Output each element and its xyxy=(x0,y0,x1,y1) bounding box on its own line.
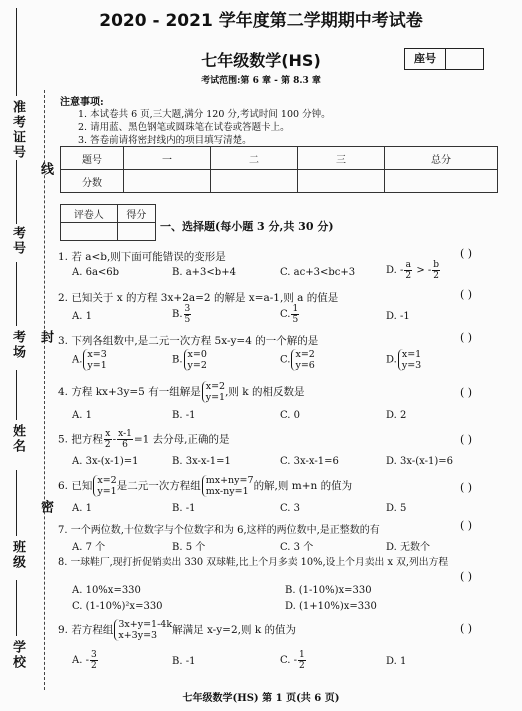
fraction xyxy=(291,304,299,325)
stem-text: 4. 方程 kx+3y=5 有一组解是 xyxy=(58,386,201,398)
equation-system xyxy=(83,349,106,371)
score-header-cell: 总分 xyxy=(385,147,498,170)
equation-line: y=6 xyxy=(295,360,315,371)
option-c xyxy=(280,304,300,325)
option-c: C. (1-10%)²x=330 xyxy=(72,601,163,612)
option-b: B. -1 xyxy=(172,410,196,421)
answer-paren[interactable]: ( ) xyxy=(460,386,473,399)
equation-line: x=2 xyxy=(295,349,315,360)
score-header-cell: 三 xyxy=(298,147,385,170)
seat-label: 座号 xyxy=(405,49,446,69)
grader-cell[interactable] xyxy=(61,223,118,241)
answer-paren[interactable]: ( ) xyxy=(460,288,473,301)
option-c: C. ac+3<bc+3 xyxy=(280,267,356,278)
fraction-numerator: x xyxy=(105,429,111,439)
fraction-denominator: 2 xyxy=(299,661,305,671)
school-label: 学校 xyxy=(10,640,25,670)
score-cell[interactable] xyxy=(298,170,385,193)
option-a: A. 3x-(x-1)=1 xyxy=(72,456,139,467)
score-header-cell: 题号 xyxy=(61,147,124,170)
fraction-denominator: 2 xyxy=(433,271,440,281)
room-line xyxy=(16,160,17,224)
fraction-denominator: 5 xyxy=(184,315,191,325)
option-a xyxy=(72,650,99,671)
option-b: B. 5 个 xyxy=(172,542,206,553)
option-a-prefix: A. xyxy=(72,354,83,366)
class-line xyxy=(16,470,17,536)
option-d-middle: > - xyxy=(413,265,432,276)
option-d-prefix: D. xyxy=(386,354,397,366)
fraction xyxy=(432,260,440,281)
notice-item: 1. 本试卷共 6 页,三大题,满分 120 分,考试时间 100 分钟。 xyxy=(78,109,331,120)
answer-paren[interactable]: ( ) xyxy=(460,570,473,583)
option-b-prefix: B. xyxy=(172,309,183,320)
option-b: B. a+3<b+4 xyxy=(172,267,236,278)
answer-paren[interactable]: ( ) xyxy=(460,433,473,446)
option-d: D. 无数个 xyxy=(386,542,431,553)
option-d xyxy=(386,349,421,371)
question-3-stem: 3. 下列各组数中,是二元一次方程 5x-y=4 的一个解的是 xyxy=(58,335,319,347)
equation-system xyxy=(184,349,207,371)
option-c-prefix: C. xyxy=(280,309,291,320)
seal-mark: 封 xyxy=(38,330,53,345)
equation-line: mx-ny=1 xyxy=(205,486,249,497)
room-label: 考号 xyxy=(10,226,25,256)
fraction xyxy=(104,429,112,450)
option-c-prefix: C. - xyxy=(280,655,298,666)
option-b: B. (1-10%)x=330 xyxy=(285,585,372,596)
option-a: A. 7 个 xyxy=(72,542,106,553)
fraction-numerator: b xyxy=(433,260,440,270)
option-c: C. 3 个 xyxy=(280,542,314,553)
option-d: D. 5 xyxy=(386,503,407,514)
option-b: B. -1 xyxy=(172,656,196,667)
option-d xyxy=(386,260,441,281)
option-a: A. 6a<6b xyxy=(72,267,120,278)
exam-subtitle: 七年级数学(HS) xyxy=(201,51,321,70)
equation-line: y=1 xyxy=(87,360,107,371)
fraction-numerator: 3 xyxy=(184,304,191,314)
option-a: A. 1 xyxy=(72,410,92,421)
fraction-denominator: 2 xyxy=(104,440,111,450)
option-b: B. 3x-x-1=1 xyxy=(172,456,231,467)
option-a xyxy=(72,349,107,371)
exam-title: 2020 - 2021 学年度第二学期期中考试卷 xyxy=(99,11,423,31)
option-b xyxy=(172,304,192,325)
equation-line: y=3 xyxy=(401,360,422,371)
fraction-numerator: 3 xyxy=(90,650,97,660)
fraction xyxy=(117,429,133,450)
equation-line: x+3y=3 xyxy=(118,630,158,641)
stem-text: 解满足 x-y=2,则 k 的值为 xyxy=(172,624,297,636)
fraction-denominator: 2 xyxy=(405,271,412,281)
equation-line: y=2 xyxy=(187,360,207,371)
option-c: C. 0 xyxy=(280,410,301,421)
score-header-cell: 二 xyxy=(211,147,298,170)
stem-text: - xyxy=(112,433,117,446)
stem-text: 的解,则 m+n 的值为 xyxy=(253,480,353,492)
equation-system xyxy=(202,475,254,497)
score-table xyxy=(60,146,498,193)
option-a: A. 1 xyxy=(72,311,92,322)
fraction xyxy=(298,650,306,671)
question-2-stem: 2. 已知关于 x 的方程 3x+2a=2 的解是 x=a-1,则 a 的值是 xyxy=(58,292,339,304)
fraction-denominator: 6 xyxy=(122,440,128,450)
answer-paren[interactable]: ( ) xyxy=(460,481,473,494)
fraction xyxy=(184,304,192,325)
fraction-numerator: a xyxy=(405,260,411,270)
option-a-prefix: A. - xyxy=(72,655,89,666)
option-d: D. 1 xyxy=(386,656,407,667)
name-line xyxy=(16,370,17,420)
notice-item: 2. 请用蓝、黑色钢笔或圆珠笔在试卷或答题卡上。 xyxy=(78,122,290,133)
line-mark: 线 xyxy=(38,162,53,177)
option-a: A. 10%x=330 xyxy=(72,585,141,596)
option-d: D. -1 xyxy=(386,311,410,322)
option-d: D. 2 xyxy=(386,410,407,421)
equation-line: 3x+y=1-4k xyxy=(118,619,173,630)
fraction-denominator: 2 xyxy=(90,661,97,671)
option-d-prefix: D. - xyxy=(386,265,404,276)
equation-line: x=3 xyxy=(87,349,107,360)
field-line xyxy=(16,262,17,326)
stem-text: 5. 把方程 xyxy=(58,433,103,446)
question-8-stem: 8. 一球鞋厂,现打折促销卖出 330 双球鞋,比上个月多卖 10%,设上个月卖出 x 双,列出方程 xyxy=(58,557,449,568)
question-5-stem xyxy=(58,429,230,450)
equation-line: x=2 xyxy=(205,381,226,392)
equation-line: x=0 xyxy=(187,349,207,360)
seal-dashed-line xyxy=(44,90,45,690)
stem-text: ,则 k 的相反数是 xyxy=(225,386,305,398)
grader-table xyxy=(60,204,156,241)
option-d: D. 3x-(x-1)=6 xyxy=(386,456,453,467)
fraction-numerator: x-1 xyxy=(118,429,132,439)
option-c xyxy=(280,650,307,671)
score-header-cell: 一 xyxy=(124,147,211,170)
equation-system xyxy=(93,475,116,497)
equation-line: x=1 xyxy=(401,349,422,360)
field-label: 考场 xyxy=(10,330,25,360)
equation-system xyxy=(291,349,314,371)
class-label: 班级 xyxy=(10,540,25,570)
score-cell[interactable] xyxy=(124,170,211,193)
stem-text: 是二元一次方程组 xyxy=(116,480,201,492)
grader-label: 评卷人 xyxy=(61,205,118,223)
notice-item: 3. 答卷前请将密封线内的项目填写清楚。 xyxy=(78,135,252,146)
answer-paren[interactable]: ( ) xyxy=(460,519,473,532)
equation-system xyxy=(398,349,421,371)
grader-score-label: 得分 xyxy=(117,205,155,223)
stem-text: 6. 已知 xyxy=(58,480,93,492)
option-c: C. 3 xyxy=(280,503,301,514)
fraction-numerator: 1 xyxy=(292,304,299,314)
question-7-stem: 7. 一个两位数,十位数字与个位数字和为 6,这样的两位数中,是正整数的有 xyxy=(58,525,380,536)
stem-text: 9. 若方程组 xyxy=(58,624,114,636)
page-footer: 七年级数学(HS) 第 1 页(共 6 页) xyxy=(182,693,340,704)
option-c xyxy=(280,349,315,371)
answer-paren[interactable]: ( ) xyxy=(460,622,473,635)
option-b xyxy=(172,349,207,371)
option-b-prefix: B. xyxy=(172,354,183,366)
fraction-denominator: 5 xyxy=(292,315,299,325)
answer-paren[interactable]: ( ) xyxy=(460,247,473,260)
option-c: C. 3x-x-1=6 xyxy=(280,456,339,467)
fraction-numerator: 1 xyxy=(299,650,305,660)
option-a: A. 1 xyxy=(72,503,92,514)
notice-heading: 注意事项: xyxy=(60,97,104,108)
seat-number-box[interactable] xyxy=(404,48,484,70)
question-9-stem xyxy=(58,619,296,641)
option-c-prefix: C. xyxy=(280,354,291,366)
stem-text: =1 去分母,正确的是 xyxy=(133,433,230,446)
equation-line: y=1 xyxy=(205,392,226,403)
equation-system xyxy=(114,619,172,641)
exam-scope: 考试范围:第 6 章 - 第 8.3 章 xyxy=(201,76,321,86)
score-row-label: 分数 xyxy=(61,170,124,193)
admission-label: 准考证号 xyxy=(10,100,25,160)
equation-line: mx+ny=7 xyxy=(205,475,254,486)
score-cell[interactable] xyxy=(211,170,298,193)
fraction xyxy=(90,650,98,671)
equation-line: y=1 xyxy=(97,486,117,497)
option-d: D. (1+10%)x=330 xyxy=(285,601,377,612)
score-cell[interactable] xyxy=(385,170,498,193)
answer-paren[interactable]: ( ) xyxy=(460,331,473,344)
option-b: B. -1 xyxy=(172,503,196,514)
question-1-stem: 1. 若 a<b,则下面可能错误的变形是 xyxy=(58,251,226,263)
section-heading: 一、选择题(每小题 3 分,共 30 分) xyxy=(160,220,334,233)
fraction xyxy=(404,260,412,281)
equation-line: x=2 xyxy=(97,475,117,486)
grader-score-cell[interactable] xyxy=(117,223,155,241)
name-label: 姓名 xyxy=(10,424,25,454)
question-4-stem xyxy=(58,381,304,403)
equation-system xyxy=(202,381,225,403)
school-line xyxy=(16,580,17,636)
secret-mark: 密 xyxy=(38,500,53,515)
question-6-stem xyxy=(58,475,352,497)
